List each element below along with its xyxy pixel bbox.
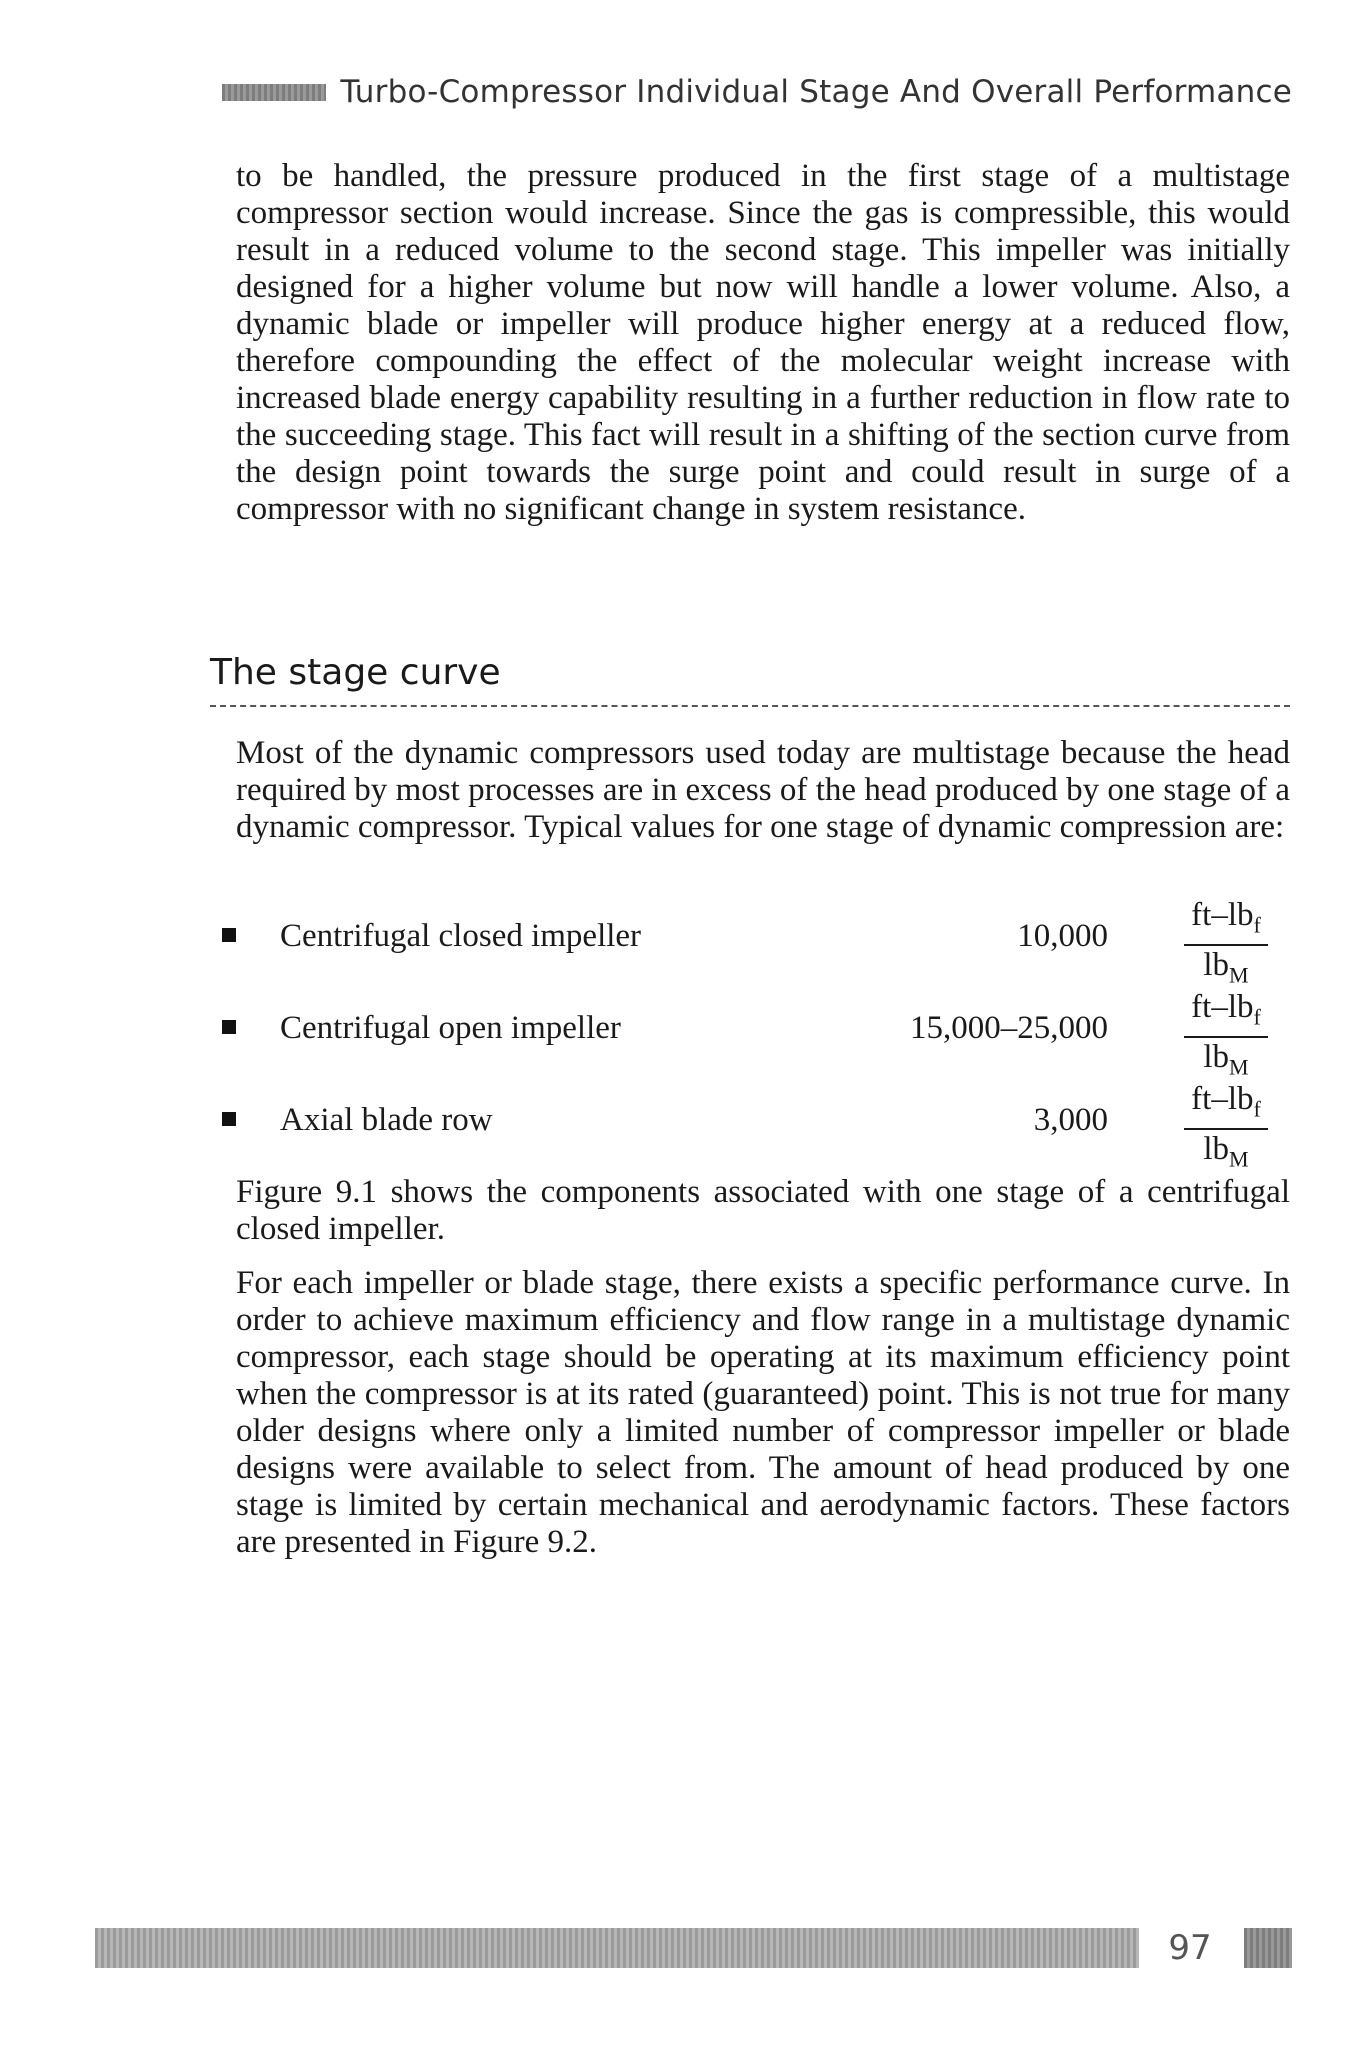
unit-numerator: $ft-lb_f$ [1191,989,1261,1030]
running-head-title: Turbo-Compressor Individual Stage And Overall Performance [340,74,1292,110]
running-head [222,70,1292,114]
bullet-icon [222,1020,236,1034]
unit-denominator: $lb_M$ [1203,1130,1249,1172]
unit-fraction [1166,898,1286,992]
typical-value-item [222,989,1292,1080]
typical-value-item [222,1081,1292,1172]
bullet-icon [222,1112,236,1126]
typical-value-item [222,897,1292,988]
curve-paragraph: For each impeller or blade stage, there exists a specific performance curve. In order to achieve maximum efficiency and flow range in a multistage dynamic compressor, each stage should be operating at its maximum efficiency point when the compressor is at its rated (guaranteed) point. This is not true for many older designs where only a limited number of compressor impeller or blade designs were available to select from. The amount of head produced by one stage is limited by certain mechanical and aerodynamic factors. These factors are presented in Figure 9.2. [236,1265,1290,1560]
section-heading: The stage curve [210,652,501,693]
item-label: Centrifugal closed impeller [280,918,642,954]
intro-paragraph: to be handled, the pressure produced in the first stage of a multistage compressor section would increase. Since the gas is compressible, this would result in a reduced volume to the second stage. This impeller was initially designed for a higher volume but now will handle a lower volume. Also, a dynamic blade or impeller will produce higher energy at a reduced flow, therefore compounding the effect of the molecular weight increase with increased blade energy capability resulting in a further reduction in flow rate to the succeeding stage. This fact will result in a shifting of the section curve from the design point towards the surge point and could result in surge of a compressor with no significant change in system resistance. [236,158,1290,527]
item-label: Axial blade row [280,1102,493,1138]
item-value: 10,000 [1017,918,1108,954]
stage-paragraph: Most of the dynamic compressors used today are multistage because the head required by most processes are in excess of the head produced by one stage of a dynamic compressor. Typical values for one stage of dynamic compression are: [236,735,1290,845]
footer-box [1244,1928,1292,1968]
item-value: 3,000 [1033,1102,1108,1138]
bullet-icon [222,928,236,942]
figure-paragraph: Figure 9.1 shows the components associated with one stage of a centrifugal closed impeller. [236,1174,1290,1247]
fraction-bar [1184,1128,1268,1130]
footer-bar [95,1928,1139,1968]
unit-numerator: $ft-lb_f$ [1191,1081,1261,1122]
unit-denominator: $lb_M$ [1203,946,1249,988]
fraction-bar [1184,944,1268,946]
unit-numerator: $ft-lb_f$ [1191,897,1261,938]
section-rule [210,705,1290,707]
item-value: 15,000–25,000 [910,1010,1108,1046]
unit-denominator: $lb_M$ [1203,1038,1249,1080]
page-number: 97 [1168,1928,1212,1968]
unit-fraction [1166,990,1286,1084]
fraction-bar [1184,1036,1268,1038]
running-head-bar [222,84,326,101]
unit-fraction [1166,1082,1286,1176]
item-label: Centrifugal open impeller [280,1010,621,1046]
